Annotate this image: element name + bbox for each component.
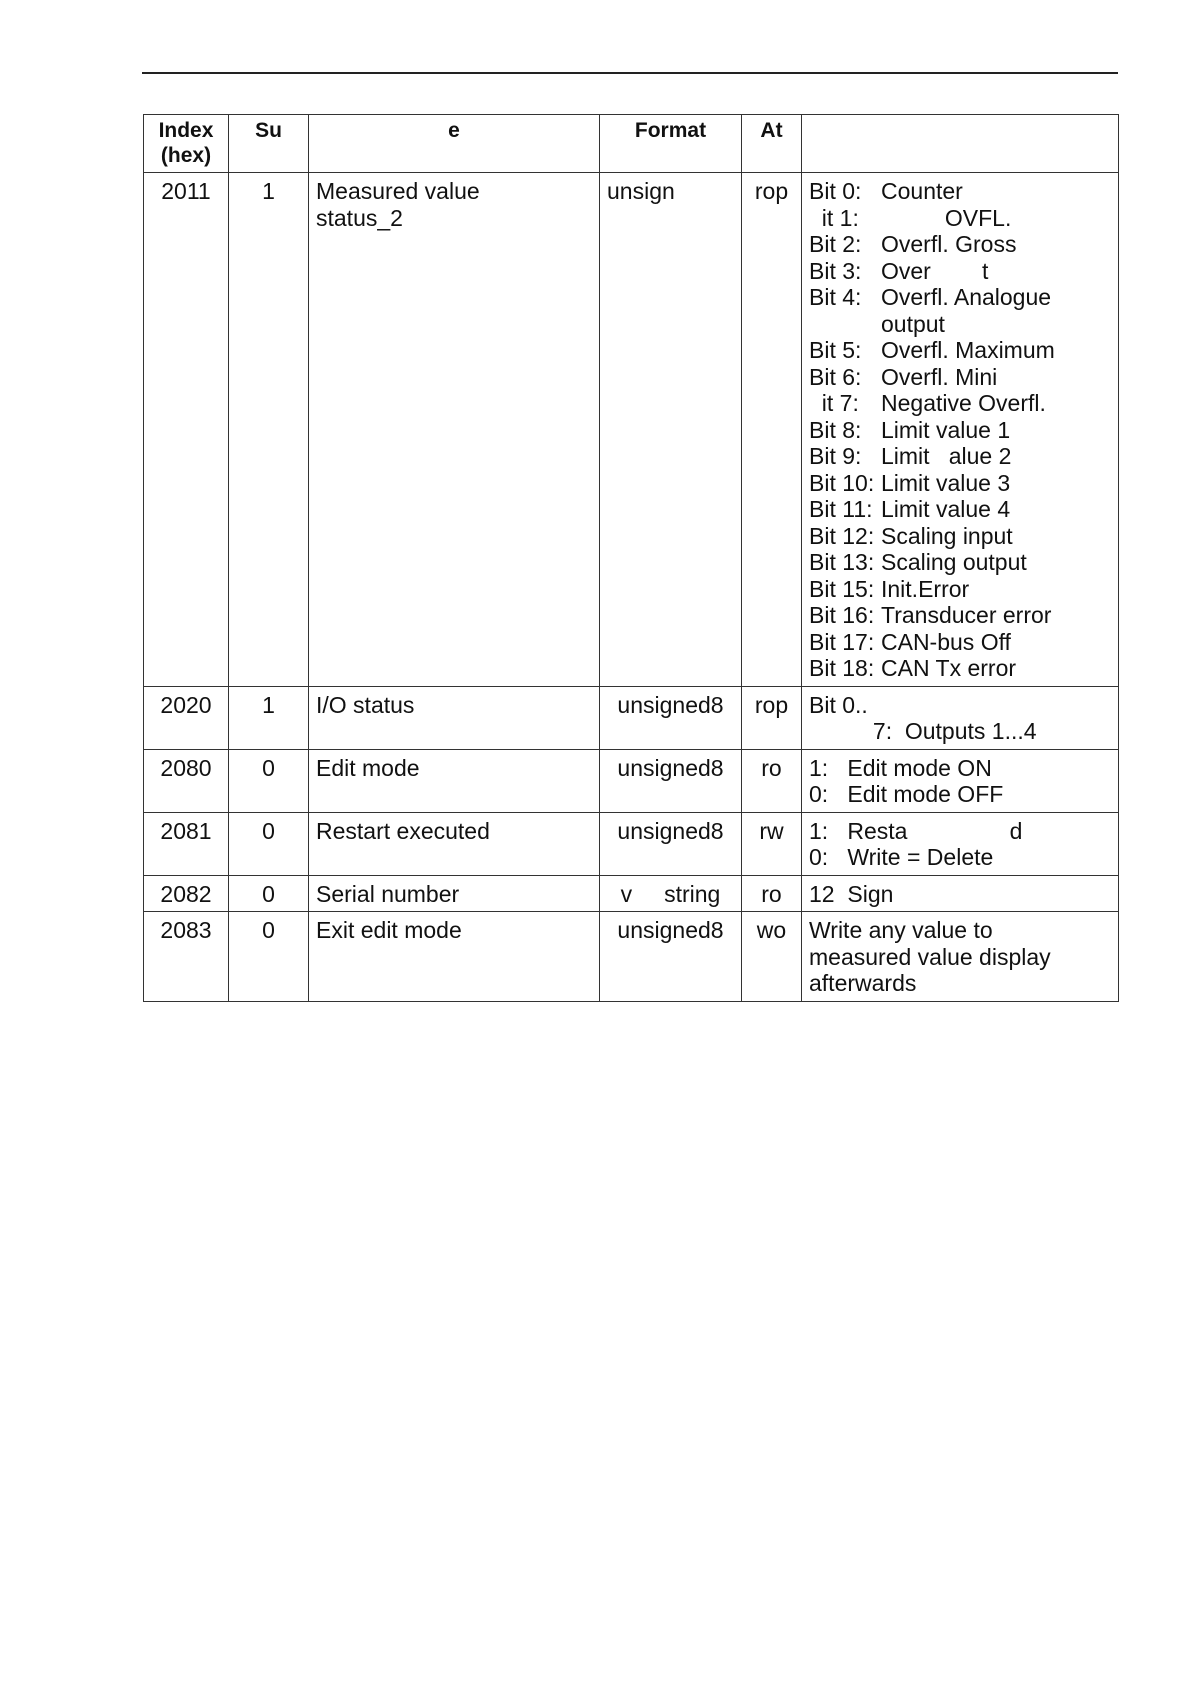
bit-line (809, 576, 1111, 603)
header-rule (142, 72, 1118, 74)
remark-line: measured value display (809, 943, 1051, 970)
table-row (144, 686, 1119, 749)
bit-value: Overfl. Analogue output (881, 284, 1052, 337)
bit-value: Negative Overfl. (881, 390, 1046, 416)
bit-key: it 7: (809, 390, 859, 416)
bit-value: Scaling output (881, 549, 1027, 575)
bit-line (809, 629, 1111, 656)
cell-access: rop (742, 686, 802, 749)
cell-access: rw (742, 812, 802, 875)
bit-line (809, 178, 1111, 205)
bit-value: Overfl. Gross (881, 231, 1017, 257)
cell-format: unsigned8 (600, 812, 742, 875)
bit-value: OVFL. (881, 204, 1012, 231)
cell-format: v string (600, 875, 742, 912)
bit-value: Scaling input (881, 522, 1013, 549)
bit-key: Bit 18: (809, 655, 875, 681)
remark-line: 7: Outputs 1...4 (809, 718, 1037, 744)
bit-line (809, 231, 1111, 258)
bit-line (809, 417, 1111, 444)
remark-line: 0: Write = Delete (809, 844, 994, 870)
bit-key: Bit 8: (809, 416, 862, 443)
cell-remarks (802, 912, 1119, 1002)
cell-name: Serial number (309, 875, 600, 912)
table-row (144, 812, 1119, 875)
bit-value: Limit value 1 (881, 416, 1011, 443)
cell-sub: 0 (229, 875, 309, 912)
cell-access: ro (742, 875, 802, 912)
cell-index: 2080 (144, 749, 229, 812)
bit-value: Limit value 4 (881, 496, 1011, 522)
cell-format: unsigned8 (600, 912, 742, 1002)
bit-value: Limit alue 2 (881, 443, 1012, 469)
bit-line (809, 258, 1111, 285)
bit-key: Bit 2: (809, 231, 862, 257)
bit-key: Bit 11: (809, 496, 873, 522)
cell-access: rop (742, 173, 802, 687)
bit-value: Transducer error (881, 602, 1052, 628)
bit-key: Bit 4: (809, 284, 862, 310)
col-header-format: Format (600, 115, 742, 173)
cell-sub: 1 (229, 173, 309, 687)
remark-line: 0: Edit mode OFF (809, 781, 1004, 807)
table-row (144, 875, 1119, 912)
bit-line (809, 549, 1111, 576)
cell-name-text: Measured value status_2 (316, 178, 480, 231)
bit-value: Limit value 3 (881, 469, 1011, 496)
bit-key: Bit 13: (809, 549, 875, 575)
bit-key: Bit 15: (809, 575, 875, 602)
bit-key: Bit 16: (809, 602, 875, 628)
cell-name: Restart executed (309, 812, 600, 875)
bit-line (809, 364, 1111, 391)
bit-line (809, 390, 1111, 417)
bit-key: Bit 17: (809, 628, 875, 655)
remark-line: Write any value to (809, 917, 993, 943)
cell-index: 2011 (144, 173, 229, 687)
bit-line (809, 470, 1111, 497)
cell-index: 2081 (144, 812, 229, 875)
cell-remarks (802, 749, 1119, 812)
cell-index: 2083 (144, 912, 229, 1002)
cell-format: unsigned8 (600, 686, 742, 749)
bit-key: Bit 12: (809, 522, 875, 549)
bit-key: Bit 10: (809, 469, 875, 496)
cell-remarks (802, 812, 1119, 875)
remark-line: 1: Edit mode ON (809, 754, 992, 781)
cell-remarks (802, 686, 1119, 749)
table-row (144, 912, 1119, 1002)
bit-line (809, 337, 1111, 364)
bit-value: Over t (881, 257, 989, 284)
bit-key: Bit 5: (809, 337, 862, 363)
col-header-remarks (802, 115, 1119, 173)
table-header-row (144, 115, 1119, 173)
cell-sub: 0 (229, 912, 309, 1002)
table-row (144, 173, 1119, 687)
bit-key: Bit 6: (809, 363, 862, 390)
bit-value: Overfl. Maximum (881, 337, 1055, 363)
cell-index: 2082 (144, 875, 229, 912)
cell-name (309, 173, 600, 687)
bit-line (809, 443, 1111, 470)
cell-access: ro (742, 749, 802, 812)
cell-sub: 1 (229, 686, 309, 749)
col-header-sub: Su (229, 115, 309, 173)
cell-format: unsigned8 (600, 749, 742, 812)
cell-name: I/O status (309, 686, 600, 749)
bit-value: Counter (881, 178, 963, 204)
cell-name: Exit edit mode (309, 912, 600, 1002)
bit-line (809, 602, 1111, 629)
col-header-index: Index (hex) (144, 115, 229, 173)
col-header-name: e (309, 115, 600, 173)
remark-line: 12 Sign (809, 880, 894, 907)
parameter-table (143, 114, 1119, 1002)
bit-line (809, 496, 1111, 523)
cell-access: wo (742, 912, 802, 1002)
cell-name: Edit mode (309, 749, 600, 812)
bit-key: Bit 3: (809, 257, 862, 284)
cell-remarks (802, 875, 1119, 912)
cell-format: unsign (600, 173, 742, 687)
table-row (144, 749, 1119, 812)
bit-line (809, 205, 1111, 232)
remark-line: afterwards (809, 970, 917, 996)
bit-line (809, 523, 1111, 550)
bit-key: it 1: (809, 204, 859, 231)
bit-key: Bit 0: (809, 178, 862, 204)
bit-value: CAN-bus Off (881, 628, 1011, 655)
bit-key: Bit 9: (809, 443, 862, 469)
bit-value: Overfl. Mini (881, 363, 998, 390)
bit-line (809, 655, 1111, 682)
cell-sub: 0 (229, 749, 309, 812)
remark-line: Bit 0.. (809, 691, 868, 718)
remark-line: 1: Resta d (809, 817, 1023, 844)
cell-index: 2020 (144, 686, 229, 749)
bit-line (809, 284, 1111, 337)
bit-value: CAN Tx error (881, 655, 1017, 681)
bit-value: Init.Error (881, 575, 970, 602)
cell-remarks (802, 173, 1119, 687)
col-header-access: At (742, 115, 802, 173)
cell-sub: 0 (229, 812, 309, 875)
